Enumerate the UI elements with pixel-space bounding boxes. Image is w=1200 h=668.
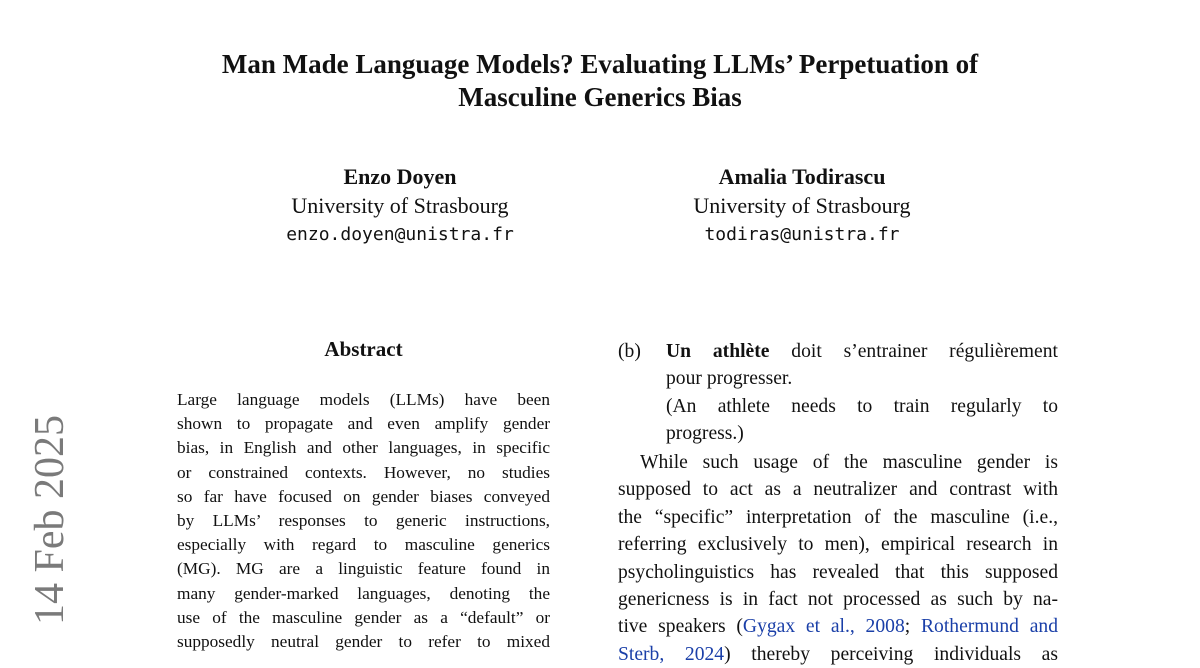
- abstract-line: Large language models (LLMs) have been: [177, 390, 550, 409]
- abstract-line: (MG). MG are a linguistic feature found in: [177, 559, 550, 579]
- author-affiliation: University of Strasbourg: [291, 193, 509, 218]
- author-block-1: [250, 163, 550, 249]
- citation-separator: ;: [904, 616, 921, 638]
- citation-link[interactable]: Sterb, 2024: [618, 643, 725, 665]
- author-name: Amalia Todirascu: [718, 164, 886, 189]
- abstract-line: many gender-marked languages, denoting the: [177, 583, 550, 603]
- body-line: the “specific” interpretation of the masculine (i.e.,: [618, 506, 1058, 528]
- title-line-1: Man Made Language Models? Evaluating LLMs’ Perpetuation of: [221, 49, 979, 79]
- body-text: tive speakers (: [618, 616, 743, 638]
- abstract-line: shown to propagate and even amplify gender: [177, 414, 550, 434]
- paper-title: [150, 48, 1050, 114]
- body-paragraph: [618, 449, 1058, 668]
- body-line: While such usage of the masculine gender is: [640, 452, 1058, 473]
- body-line-citation: [618, 613, 1058, 640]
- abstract-line: supposedly neutral gender to refer to mixed: [177, 632, 550, 652]
- author-email: todiras@unistra.fr: [704, 224, 900, 245]
- example-line-3: (An athlete needs to train regularly to: [666, 396, 1058, 417]
- abstract-line: bias, in English and other languages, in specific: [177, 438, 550, 458]
- example-line-1: [666, 338, 1058, 365]
- body-line: psycholinguistics has revealed that this supposed: [618, 561, 1058, 583]
- abstract-line: especially with regard to masculine generics: [177, 535, 550, 555]
- abstract-line: or constrained contexts. However, no studies: [177, 462, 550, 482]
- abstract-line: by LLMs’ responses to generic instructions,: [177, 511, 550, 531]
- body-line: supposed to act as a neutralizer and contrast with: [618, 479, 1058, 501]
- example-line-1-rest: doit s’entrainer régulièrement: [791, 341, 1058, 362]
- example-bold-term: Un athlète: [666, 341, 770, 362]
- example-line-4: progress.): [666, 423, 744, 445]
- title-line-2: Masculine Generics Bias: [458, 82, 742, 112]
- example-line-2: pour progresser.: [666, 368, 793, 390]
- author-email: enzo.doyen@unistra.fr: [286, 224, 514, 245]
- citation-link[interactable]: Gygax et al., 2008: [742, 616, 905, 638]
- body-line: genericness is in fact not processed as such by na-: [618, 589, 1058, 611]
- abstract-heading: Abstract: [324, 337, 403, 361]
- author-block-2: [652, 163, 952, 249]
- abstract-line: so far have focused on gender biases conveyed: [177, 486, 550, 506]
- author-name: Enzo Doyen: [343, 164, 457, 189]
- body-text: ) thereby perceiving individuals as: [724, 643, 1059, 665]
- body-line: referring exclusively to men), empirical research in: [618, 534, 1058, 556]
- body-line-cut: [618, 641, 1058, 668]
- abstract-body: [177, 388, 550, 654]
- citation-link[interactable]: Rothermund and: [920, 616, 1058, 638]
- arxiv-date-stamp: 14 Feb 2025: [27, 415, 73, 625]
- author-affiliation: University of Strasbourg: [693, 193, 911, 218]
- example-marker: (b): [618, 341, 641, 362]
- abstract-line: use of the masculine gender as a “default” or: [177, 607, 550, 627]
